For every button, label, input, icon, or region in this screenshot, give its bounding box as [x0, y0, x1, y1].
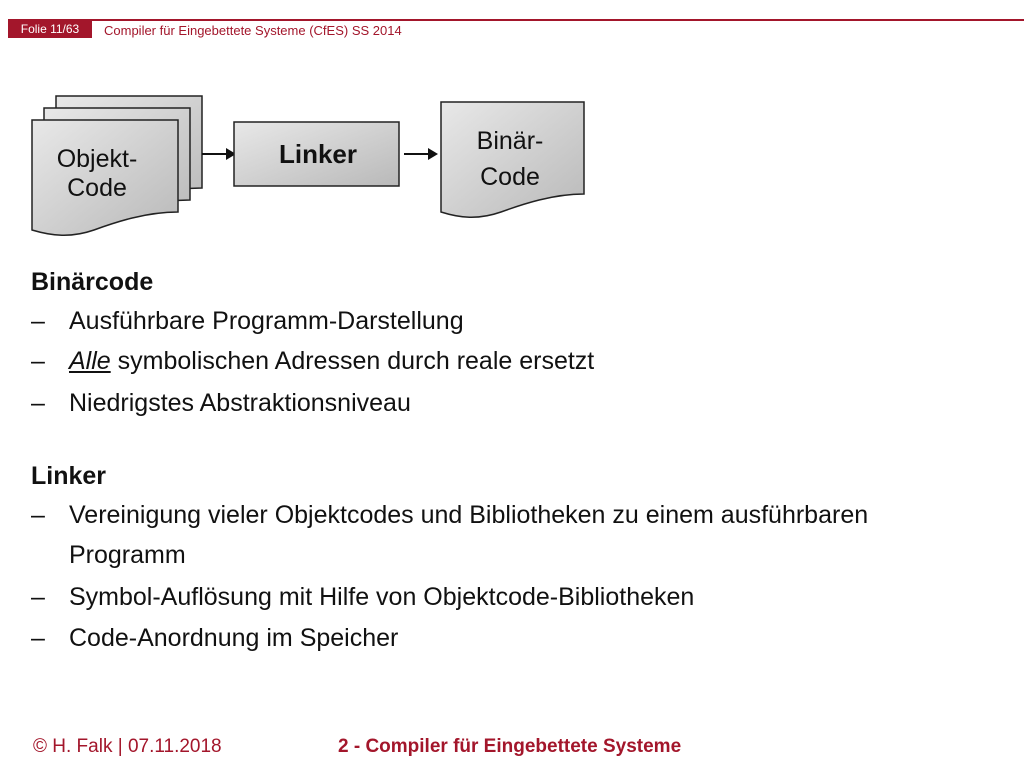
- linker-diagram: [0, 88, 620, 240]
- binary-code-label-line2: Code: [480, 163, 540, 191]
- bullet-emphasis: Alle: [69, 347, 111, 375]
- bullet-dash: –: [31, 389, 45, 417]
- header-rule: [8, 19, 1024, 21]
- bullet-dash: –: [31, 501, 45, 529]
- section-heading-binaercode: Binärcode: [31, 268, 154, 296]
- bullet-item: [31, 582, 694, 612]
- course-title: Compiler für Eingebettete Systeme (CfES) SS 2014: [104, 23, 402, 38]
- slide-number-badge: Folie 11/63: [8, 21, 92, 38]
- bullet-dash: –: [31, 583, 45, 611]
- bullet-dash: –: [31, 624, 45, 652]
- object-code-label-line1: Objekt-: [56, 145, 138, 173]
- footer-chapter-title: 2 - Compiler für Eingebettete Systeme: [338, 736, 682, 757]
- bullet-item: [31, 500, 868, 530]
- object-code-label-line2: Code: [67, 174, 127, 202]
- bullet-dash: –: [31, 307, 45, 335]
- binary-code-document: [441, 102, 584, 217]
- bullet-item: [31, 623, 398, 653]
- binary-code-label-line1: Binär-: [476, 127, 544, 155]
- bullet-dash: –: [31, 347, 45, 375]
- bullet-text: symbolischen Adressen durch reale ersetzt: [110, 347, 595, 375]
- bullet-text: Symbol-Auflösung mit Hilfe von Objektcode-Bibliotheken: [69, 583, 695, 611]
- footer-author-date: © H. Falk | 07.11.2018: [33, 736, 222, 757]
- bullet-item: [31, 346, 594, 376]
- bullet-text: Code-Anordnung im Speicher: [69, 624, 399, 652]
- bullet-item: [31, 306, 464, 336]
- bullet-continuation: Programm: [69, 541, 186, 569]
- bullet-item: [31, 388, 411, 418]
- bullet-text: Niedrigstes Abstraktionsniveau: [69, 389, 411, 417]
- bullet-text: Ausführbare Programm-Darstellung: [69, 307, 464, 335]
- linker-box-label: Linker: [278, 139, 358, 169]
- arrow-to-binary-icon: [428, 148, 438, 160]
- section-heading-linker: Linker: [31, 462, 107, 490]
- bullet-text: Vereinigung vieler Objektcodes und Bibliotheken zu einem ausführbaren: [69, 501, 869, 529]
